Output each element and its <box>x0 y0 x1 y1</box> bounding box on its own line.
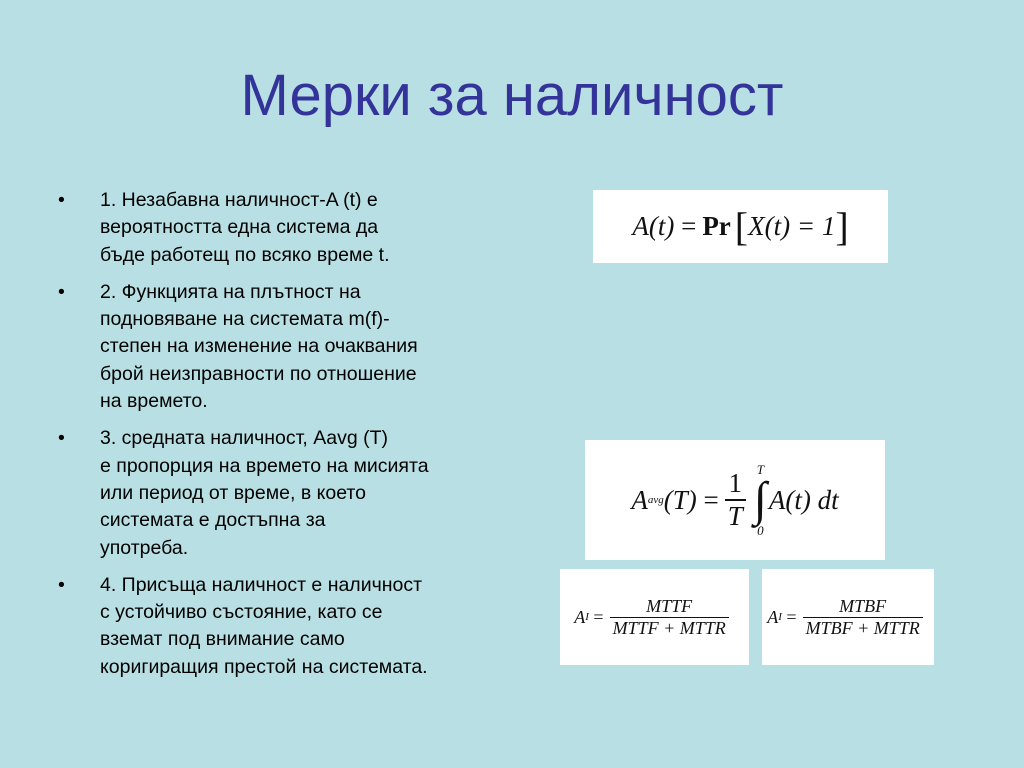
bullet-text: 1. Незабавна наличност-A (t) е вероятността една система да бъде работещ по всяко време t. <box>100 189 390 266</box>
fraction-denominator: MTBF + MTTR <box>803 617 923 639</box>
fraction-numerator: 1 <box>728 468 742 498</box>
formula-inherent-availability-mtbf <box>762 569 934 665</box>
bullet-text: 3. средната наличност, Aavg (T) е пропорция на времето на мисията или период от време, в което системата е достъпна за употреба. <box>100 427 429 559</box>
formula-lhs-sub: avg <box>647 494 664 506</box>
formula-integrand: A(t) dt <box>768 484 839 515</box>
integral-upper-limit: T <box>756 462 764 477</box>
formula-open-bracket: [ <box>734 203 749 249</box>
bullet-marker: • <box>58 280 65 303</box>
bullet-item-4 <box>58 572 498 681</box>
formula-equals: = <box>786 606 797 627</box>
formula-fraction <box>725 468 746 532</box>
formula-equals: = <box>593 606 604 627</box>
fraction-numerator: MTBF <box>839 595 887 616</box>
formula-lhs-arg: (T) <box>663 484 697 515</box>
bullet-marker: • <box>58 427 65 450</box>
formula-equals: = <box>681 211 697 241</box>
formula-equals: = <box>703 484 719 515</box>
formula-lhs-main: A <box>574 606 586 627</box>
formula-lhs: A(t) <box>632 211 675 241</box>
bullet-item-3 <box>58 425 498 561</box>
formula-inherent-availability-mttf <box>560 569 749 665</box>
bullet-item-1 <box>58 187 498 269</box>
bullet-text: 2. Функцията на плътност на подновяване на системата m(f)- степен на изменение на очаквания брой неизправности по отношение на времето. <box>100 280 418 413</box>
integral-symbol: ∫ <box>753 473 767 526</box>
integral-lower-limit: 0 <box>757 523 764 538</box>
formula-lhs-main: A <box>631 484 648 515</box>
formula-average-availability <box>585 440 885 560</box>
bullet-list <box>58 187 498 691</box>
bullet-text: 4. Присъща наличност е наличност с устойчиво състояние, като се вземат под внимание само коригиращия престой на системата. <box>100 573 428 678</box>
fraction-numerator: MTTF <box>646 595 693 616</box>
formula-lhs-sub: I <box>585 611 589 623</box>
bullet-item-2 <box>58 279 498 415</box>
formula-fraction <box>610 596 729 639</box>
bullet-marker: • <box>58 189 65 211</box>
formula-close-bracket: ] <box>835 203 849 249</box>
bullet-marker: • <box>58 573 65 596</box>
formula-lhs-sub: I <box>778 611 782 623</box>
formula-pr: Pr <box>702 211 731 241</box>
formula-instant-availability <box>593 190 888 263</box>
formula-fraction <box>803 596 923 639</box>
fraction-denominator: MTTF + MTTR <box>610 617 729 639</box>
integral-sign <box>754 463 767 537</box>
slide-title: Мерки за наличност <box>240 63 784 128</box>
formula-lhs-main: A <box>767 606 779 627</box>
fraction-denominator: T <box>725 499 746 532</box>
formula-argument: X(t) = 1 <box>748 211 836 241</box>
